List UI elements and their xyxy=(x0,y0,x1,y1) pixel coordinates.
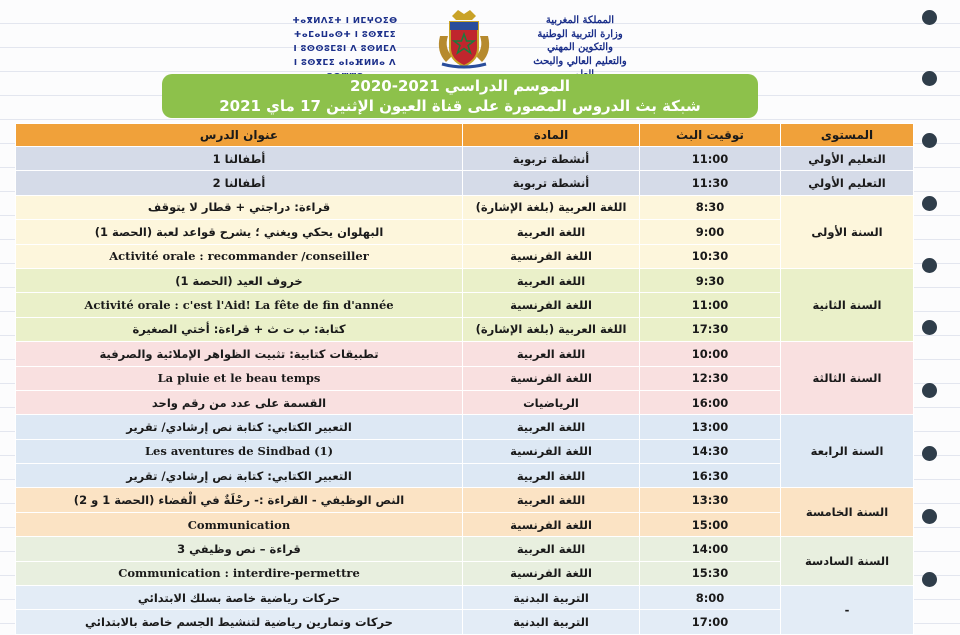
subject-cell: اللغة العربية xyxy=(463,220,640,244)
tifinagh-line: ⵏ ⵓⵙⴳⵎⵉ ⴰⵏⴰⴼⵍⵍⴰ ⴷ xyxy=(293,58,397,68)
time-cell: 13:30 xyxy=(640,488,781,512)
table-row xyxy=(16,244,914,268)
subject-cell: أنشطة تربوية xyxy=(463,171,640,195)
subject-cell: اللغة العربية xyxy=(463,342,640,366)
binder-hole xyxy=(922,10,937,25)
lesson-cell: التعبير الكتابي: كتابة نص إرشادي/ تقرير xyxy=(16,464,463,488)
time-cell: 17:30 xyxy=(640,317,781,341)
time-cell: 13:00 xyxy=(640,415,781,439)
table-row xyxy=(16,147,914,171)
column-header-subject: المادة xyxy=(463,124,640,147)
subject-cell: اللغة العربية xyxy=(463,537,640,561)
time-cell: 9:30 xyxy=(640,268,781,292)
time-cell: 9:00 xyxy=(640,220,781,244)
level-cell: السنة الخامسة xyxy=(781,488,914,537)
lesson-cell: حركات وتمارين رياضية لتنشيط الجسم خاصة بالابتدائي xyxy=(16,610,463,634)
table-row xyxy=(16,220,914,244)
time-cell: 17:00 xyxy=(640,610,781,634)
lesson-cell: خروف العيد (الحصة 1) xyxy=(16,268,463,292)
time-cell: 14:30 xyxy=(640,439,781,463)
table-row xyxy=(16,366,914,390)
time-cell: 8:30 xyxy=(640,195,781,219)
subject-cell: اللغة الفرنسية xyxy=(463,439,640,463)
time-cell: 16:00 xyxy=(640,390,781,414)
time-cell: 11:00 xyxy=(640,293,781,317)
lesson-cell: كتابة: ب ت ث + قراءة: أختي الصغيرة xyxy=(16,317,463,341)
lesson-cell: Activité orale : c'est l'Aid! La fête de fin d'année xyxy=(16,293,463,317)
lesson-cell: التعبير الكتابي: كتابة نص إرشادي/ تقرير xyxy=(16,415,463,439)
table-row xyxy=(16,537,914,561)
table-row xyxy=(16,293,914,317)
binder-hole xyxy=(922,446,937,461)
notebook-binder-holes xyxy=(922,0,942,630)
subject-cell: التربية البدنية xyxy=(463,610,640,634)
lesson-cell: Activité orale : recommander /conseiller xyxy=(16,244,463,268)
table-row xyxy=(16,488,914,512)
lesson-cell: القسمة على عدد من رقم واحد xyxy=(16,390,463,414)
document-header xyxy=(0,0,920,74)
lesson-cell: حركات رياضية خاصة بسلك الابتدائي xyxy=(16,586,463,610)
lesson-cell: أطفالنا 2 xyxy=(16,171,463,195)
subject-cell: التربية البدنية xyxy=(463,586,640,610)
time-cell: 10:00 xyxy=(640,342,781,366)
table-header-row xyxy=(16,124,914,147)
broadcast-schedule-table xyxy=(15,123,914,635)
time-cell: 11:00 xyxy=(640,147,781,171)
binder-hole xyxy=(922,133,937,148)
moroccan-coat-of-arms-icon xyxy=(432,6,496,70)
lesson-cell: النص الوظيفي - القراءة :- رحْلَةٌ في الْفضاء (الحصة 1 و 2) xyxy=(16,488,463,512)
time-cell: 12:30 xyxy=(640,366,781,390)
table-row xyxy=(16,195,914,219)
table-row xyxy=(16,342,914,366)
table-row xyxy=(16,268,914,292)
column-header-time: توقيت البث xyxy=(640,124,781,147)
level-cell: السنة السادسة xyxy=(781,537,914,586)
table-row xyxy=(16,439,914,463)
lesson-cell: Communication : interdire-permettre xyxy=(16,561,463,585)
binder-hole xyxy=(922,71,937,86)
ministry-line: وزارة التربية الوطنية xyxy=(537,28,623,40)
school-year-title: الموسم الدراسي 2021-2020 xyxy=(349,77,571,95)
level-cell: السنة الثانية xyxy=(781,268,914,341)
table-row xyxy=(16,464,914,488)
subject-cell: اللغة الفرنسية xyxy=(463,366,640,390)
time-cell: 8:00 xyxy=(640,586,781,610)
level-cell: السنة الثالثة xyxy=(781,342,914,415)
binder-hole xyxy=(922,509,937,524)
time-cell: 15:00 xyxy=(640,512,781,536)
subject-cell: الرياضيات xyxy=(463,390,640,414)
title-banner xyxy=(162,74,758,118)
table-row xyxy=(16,317,914,341)
subject-cell: اللغة العربية xyxy=(463,464,640,488)
time-cell: 11:30 xyxy=(640,171,781,195)
subject-cell: اللغة العربية xyxy=(463,488,640,512)
tifinagh-line: ⵜⴰⴳⵍⴷⵉⵜ ⵏ ⵍⵎⵖⵔⵉⴱ xyxy=(292,16,398,26)
binder-hole xyxy=(922,572,937,587)
ministry-line: والتكوين المهني xyxy=(547,42,613,53)
lesson-cell: قراءة – نص وظيفي 3 xyxy=(16,537,463,561)
lesson-cell: أطفالنا 1 xyxy=(16,147,463,171)
level-cell: السنة الأولى xyxy=(781,195,914,268)
table-row xyxy=(16,415,914,439)
tifinagh-line: ⵜⴰⵎⴰⵡⴰⵙⵜ ⵏ ⵓⵙⴳⵎⵉ xyxy=(293,30,397,40)
level-cell: - xyxy=(781,586,914,635)
ministry-line: المملكة المغربية xyxy=(545,15,615,26)
table-row xyxy=(16,390,914,414)
tifinagh-line: ⵏ ⵓⵙⵙⵓⵎⵓⵏ ⴷ ⵓⵙⵍⵎⴷ xyxy=(293,44,397,54)
subject-cell: اللغة الفرنسية xyxy=(463,293,640,317)
ministry-line: والتعليم العالي والبحث xyxy=(533,55,627,67)
binder-hole xyxy=(922,258,937,273)
column-header-level: المستوى xyxy=(781,124,914,147)
level-cell: السنة الرابعة xyxy=(781,415,914,488)
binder-hole xyxy=(922,320,937,335)
time-cell: 14:00 xyxy=(640,537,781,561)
time-cell: 10:30 xyxy=(640,244,781,268)
time-cell: 16:30 xyxy=(640,464,781,488)
column-header-lesson: عنوان الدرس xyxy=(16,124,463,147)
table-row xyxy=(16,512,914,536)
ministry-name-arabic xyxy=(520,14,640,82)
lesson-cell: البهلوان يحكي ويغني ؛ يشرح قواعد لعبة (الحصة 1) xyxy=(16,220,463,244)
table-row xyxy=(16,561,914,585)
time-cell: 15:30 xyxy=(640,561,781,585)
subject-cell: اللغة الفرنسية xyxy=(463,561,640,585)
broadcast-schedule-title: شبكة بث الدروس المصورة على قناة العيون الإثنين 17 ماي 2021 xyxy=(219,97,701,115)
subject-cell: اللغة العربية (بلغة الإشارة) xyxy=(463,195,640,219)
lesson-cell: تطبيقات كتابية: تثبيت الظواهر الإملائية والصرفية xyxy=(16,342,463,366)
table-row xyxy=(16,586,914,610)
subject-cell: أنشطة تربوية xyxy=(463,147,640,171)
lesson-cell: Communication xyxy=(16,512,463,536)
level-cell: التعليم الأولي xyxy=(781,147,914,171)
binder-hole xyxy=(922,196,937,211)
subject-cell: اللغة الفرنسية xyxy=(463,512,640,536)
subject-cell: اللغة الفرنسية xyxy=(463,244,640,268)
subject-cell: اللغة العربية xyxy=(463,268,640,292)
subject-cell: اللغة العربية (بلغة الإشارة) xyxy=(463,317,640,341)
lesson-cell: قراءة: دراجتي + قطار لا يتوقف xyxy=(16,195,463,219)
table-row xyxy=(16,171,914,195)
lesson-cell: La pluie et le beau temps xyxy=(16,366,463,390)
binder-hole xyxy=(922,383,937,398)
level-cell: التعليم الأولي xyxy=(781,171,914,195)
lesson-cell: Les aventures de Sindbad (1) xyxy=(16,439,463,463)
subject-cell: اللغة العربية xyxy=(463,415,640,439)
table-row xyxy=(16,610,914,634)
